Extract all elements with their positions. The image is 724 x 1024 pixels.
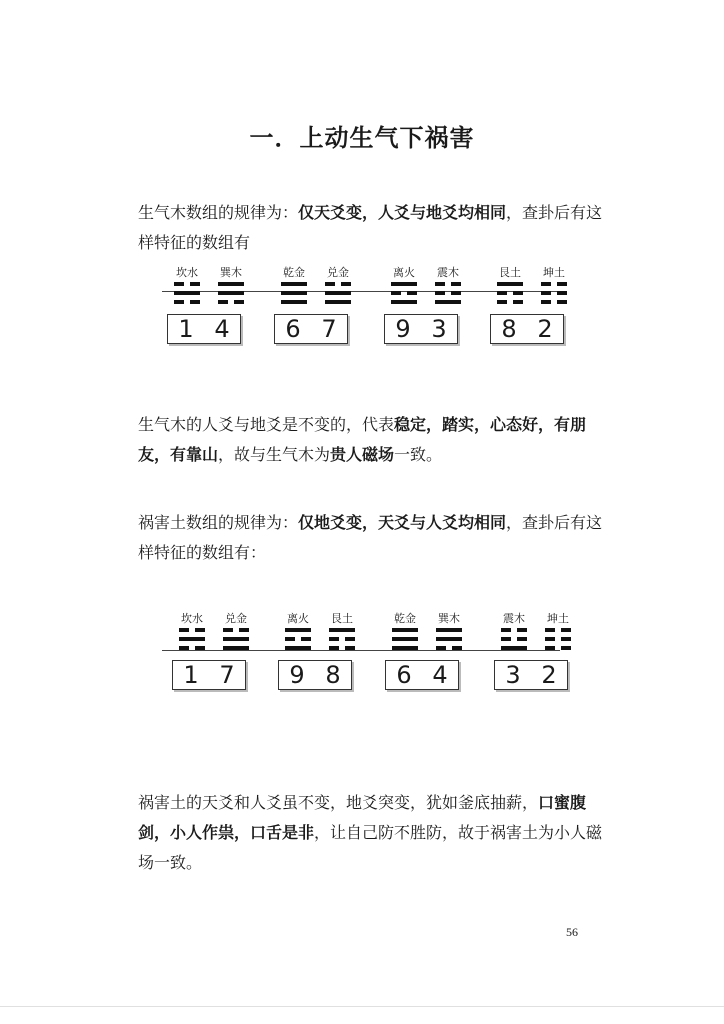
section1-rule-text-run: 仅天爻变，人爻与地爻均相同	[298, 203, 507, 222]
yin-line	[497, 300, 523, 304]
number-digit: 6	[285, 315, 301, 343]
trigram-icon	[329, 628, 355, 658]
yin-line	[435, 282, 461, 286]
section1-rule-text-run: 生气木数组的规律为：	[138, 203, 299, 222]
yin-line	[545, 646, 571, 650]
yang-line	[392, 628, 418, 632]
yang-line	[223, 637, 249, 641]
yin-line	[541, 291, 567, 295]
yin-line	[329, 646, 355, 650]
trigram-icon	[325, 282, 351, 312]
trigram-icon	[545, 628, 571, 658]
yin-line	[436, 646, 462, 650]
number-digit: 4	[432, 661, 448, 689]
yang-line	[281, 282, 307, 286]
trigram-icon	[391, 282, 417, 312]
yang-line	[281, 291, 307, 295]
yin-line	[391, 291, 417, 295]
yin-line	[329, 637, 355, 641]
footer-divider	[0, 1006, 724, 1007]
trigram-label: 震木	[503, 612, 525, 625]
number-box	[494, 660, 568, 690]
yin-line	[174, 300, 200, 304]
yang-line	[435, 300, 461, 304]
number-digit: 7	[219, 661, 235, 689]
trigram-icon	[174, 282, 200, 312]
trigram-label: 坎水	[176, 266, 198, 279]
yang-line	[436, 628, 462, 632]
section1-desc-text-run: 生气木的人爻与地爻是不变的，代表	[138, 415, 395, 434]
number-digit: 8	[325, 661, 341, 689]
yin-line	[545, 637, 571, 641]
yin-line	[285, 637, 311, 641]
section2-rule-text-run: 仅地爻变，天爻与人爻均相同	[298, 513, 507, 532]
trigram-label: 兑金	[327, 266, 349, 279]
yang-line	[329, 628, 355, 632]
trigram-label: 乾金	[394, 612, 416, 625]
section1-desc-text-run: 稳定，踏实，心态好，有朋友，有靠山	[138, 415, 587, 464]
section2-rule-text-run: ，查卦后有这样特征的数组有：	[138, 513, 603, 562]
section1-desc-text-run: 一致。	[394, 445, 443, 464]
trigram-pair	[278, 610, 368, 690]
number-digit: 3	[505, 661, 521, 689]
trigram-icon	[285, 628, 311, 658]
yin-line	[501, 637, 527, 641]
yang-line	[281, 300, 307, 304]
yin-line	[545, 628, 571, 632]
number-digit: 1	[183, 661, 199, 689]
trigram-label: 巽木	[438, 612, 460, 625]
trigram-label: 艮土	[499, 266, 521, 279]
section1-description	[138, 410, 608, 470]
number-digit: 9	[289, 661, 305, 689]
yang-line	[285, 628, 311, 632]
yang-line	[497, 282, 523, 286]
section2-description	[138, 788, 608, 878]
yang-line	[223, 646, 249, 650]
yin-line	[174, 282, 200, 286]
trigram-label: 震木	[437, 266, 459, 279]
number-digit: 7	[321, 315, 337, 343]
yin-line	[435, 291, 461, 295]
trigram-icon	[392, 628, 418, 658]
yang-line	[218, 282, 244, 286]
trigram-icon	[179, 628, 205, 658]
section2-desc-text-run: ，让自己防不胜防，故于祸害土为小人磁场一致。	[138, 823, 603, 872]
trigram-pair	[167, 264, 257, 344]
number-digit: 2	[537, 315, 553, 343]
page-title: 一．上动生气下祸害	[249, 124, 475, 152]
trigram-label: 兑金	[225, 612, 247, 625]
trigram-pair	[385, 610, 475, 690]
trigram-icon	[223, 628, 249, 658]
trigram-label: 坤土	[543, 266, 565, 279]
trigram-icon	[435, 282, 461, 312]
trigram-label: 坤土	[547, 612, 569, 625]
trigram-icon	[501, 628, 527, 658]
trigram-icon	[541, 282, 567, 312]
yang-line	[392, 637, 418, 641]
yang-line	[391, 282, 417, 286]
number-box	[385, 660, 459, 690]
section2-desc-text-run: 口蜜腹剑，小人作祟，口舌是非	[138, 793, 587, 842]
section2-rule	[138, 508, 608, 568]
number-box	[172, 660, 246, 690]
yang-line	[391, 300, 417, 304]
section1-rule	[138, 198, 608, 258]
number-box	[490, 314, 564, 344]
section1-hexagram-row	[0, 264, 724, 344]
number-digit: 4	[214, 315, 230, 343]
number-box	[274, 314, 348, 344]
trigram-icon	[436, 628, 462, 658]
trigram-icon	[218, 282, 244, 312]
trigram-pair	[274, 264, 364, 344]
number-digit: 6	[396, 661, 412, 689]
yang-line	[179, 637, 205, 641]
number-box	[384, 314, 458, 344]
trigram-label: 乾金	[283, 266, 305, 279]
trigram-pair	[494, 610, 584, 690]
number-digit: 9	[395, 315, 411, 343]
section1-desc-text-run: ，故与生气木为	[218, 445, 331, 464]
yin-line	[541, 282, 567, 286]
number-digit: 8	[501, 315, 517, 343]
page-number: 56	[566, 925, 578, 939]
yin-line	[325, 282, 351, 286]
yin-line	[179, 646, 205, 650]
trigram-label: 艮土	[331, 612, 353, 625]
section1-rule-text-run: ，查卦后有这样特征的数组有	[138, 203, 603, 252]
yin-line	[541, 300, 567, 304]
yang-line	[325, 300, 351, 304]
yang-line	[174, 291, 200, 295]
trigram-icon	[281, 282, 307, 312]
section2-desc-text-run: 祸害土的天爻和人爻虽不变，地爻突变，犹如釜底抽薪，	[138, 793, 539, 812]
yin-line	[179, 628, 205, 632]
number-digit: 2	[541, 661, 557, 689]
trigram-label: 离火	[393, 266, 415, 279]
yin-line	[218, 300, 244, 304]
yang-line	[436, 637, 462, 641]
yin-line	[223, 628, 249, 632]
trigram-pair	[384, 264, 474, 344]
yang-line	[218, 291, 244, 295]
yang-line	[501, 646, 527, 650]
section2-hexagram-row	[0, 610, 724, 690]
yang-line	[285, 646, 311, 650]
trigram-icon	[497, 282, 523, 312]
number-box	[278, 660, 352, 690]
section2-rule-text-run: 祸害土数组的规律为：	[138, 513, 299, 532]
trigram-pair	[490, 264, 580, 344]
number-box	[167, 314, 241, 344]
trigram-pair	[172, 610, 262, 690]
trigram-label: 巽木	[220, 266, 242, 279]
trigram-label: 坎水	[181, 612, 203, 625]
trigram-label: 离火	[287, 612, 309, 625]
yang-line	[392, 646, 418, 650]
number-digit: 1	[178, 315, 194, 343]
number-digit: 3	[431, 315, 447, 343]
section1-desc-text-run: 贵人磁场	[330, 445, 395, 464]
yang-line	[325, 291, 351, 295]
yin-line	[497, 291, 523, 295]
yin-line	[501, 628, 527, 632]
